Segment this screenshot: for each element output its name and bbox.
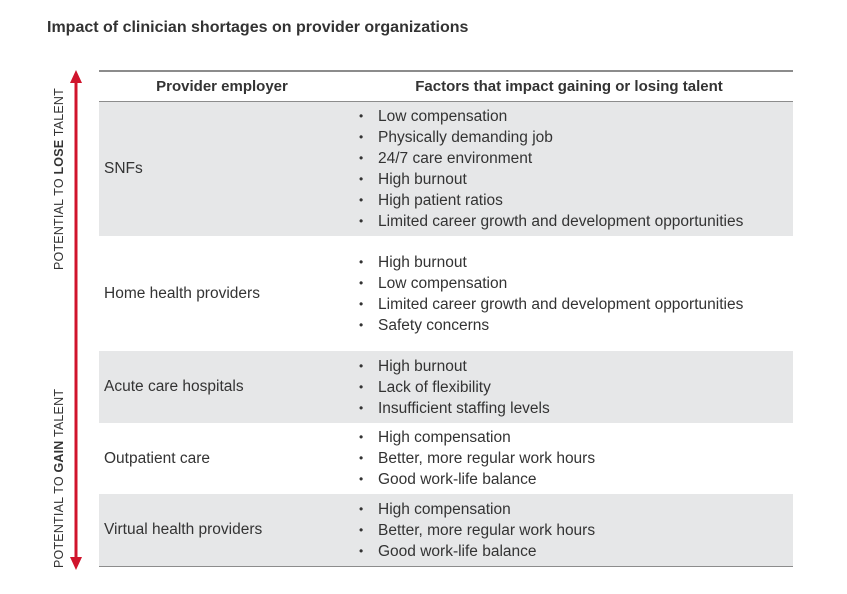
column-header-factors: Factors that impact gaining or losing talent	[415, 78, 723, 95]
factors-cell	[359, 356, 793, 419]
factors-cell	[359, 252, 793, 336]
factor-item: • Low compensation	[359, 106, 793, 127]
employer-cell: Acute care hospitals	[104, 378, 244, 395]
employer-cell: Home health providers	[104, 284, 260, 302]
factor-item: • High burnout	[359, 356, 793, 377]
table-row	[99, 423, 793, 494]
table-row	[99, 351, 793, 423]
factor-item: • High burnout	[359, 252, 793, 273]
factor-item: • High compensation	[359, 499, 793, 520]
factor-item: • Insufficient staffing levels	[359, 398, 793, 419]
factor-item: • Lack of flexibility	[359, 377, 793, 398]
column-header-employer: Provider employer	[156, 78, 288, 95]
table-row	[99, 494, 793, 566]
factor-item: • Limited career growth and development opportunities	[359, 211, 793, 232]
factor-item: • High patient ratios	[359, 190, 793, 211]
factor-item: • Good work-life balance	[359, 541, 793, 562]
factors-cell	[359, 499, 793, 562]
axis-label-lose-talent: POTENTIAL TO LOSE TALENT	[52, 88, 66, 270]
table-header	[99, 72, 793, 102]
factor-item: • Better, more regular work hours	[359, 448, 793, 469]
page-title: Impact of clinician shortages on provider organizations	[47, 19, 469, 36]
factors-cell	[359, 106, 793, 232]
talent-factors-table	[99, 70, 793, 567]
axis-label-gain-talent: POTENTIAL TO GAIN TALENT	[52, 388, 66, 568]
employer-cell: SNFs	[104, 160, 143, 177]
factors-cell	[359, 427, 793, 490]
table-row	[99, 236, 793, 351]
table-bottom-rule	[99, 566, 793, 567]
factor-item: • High burnout	[359, 169, 793, 190]
factor-item: • Safety concerns	[359, 315, 793, 336]
table-row	[99, 102, 793, 236]
factor-item: • 24/7 care environment	[359, 148, 793, 169]
factor-item: • Limited career growth and development opportunities	[359, 294, 793, 315]
factor-item: • Better, more regular work hours	[359, 520, 793, 541]
double-arrow-icon	[68, 70, 84, 570]
employer-cell: Virtual health providers	[104, 521, 263, 538]
factor-item: • Low compensation	[359, 273, 793, 294]
factor-item: • Good work-life balance	[359, 469, 793, 490]
factor-item: • High compensation	[359, 427, 793, 448]
factor-item: • Physically demanding job	[359, 127, 793, 148]
employer-cell: Outpatient care	[104, 449, 210, 467]
